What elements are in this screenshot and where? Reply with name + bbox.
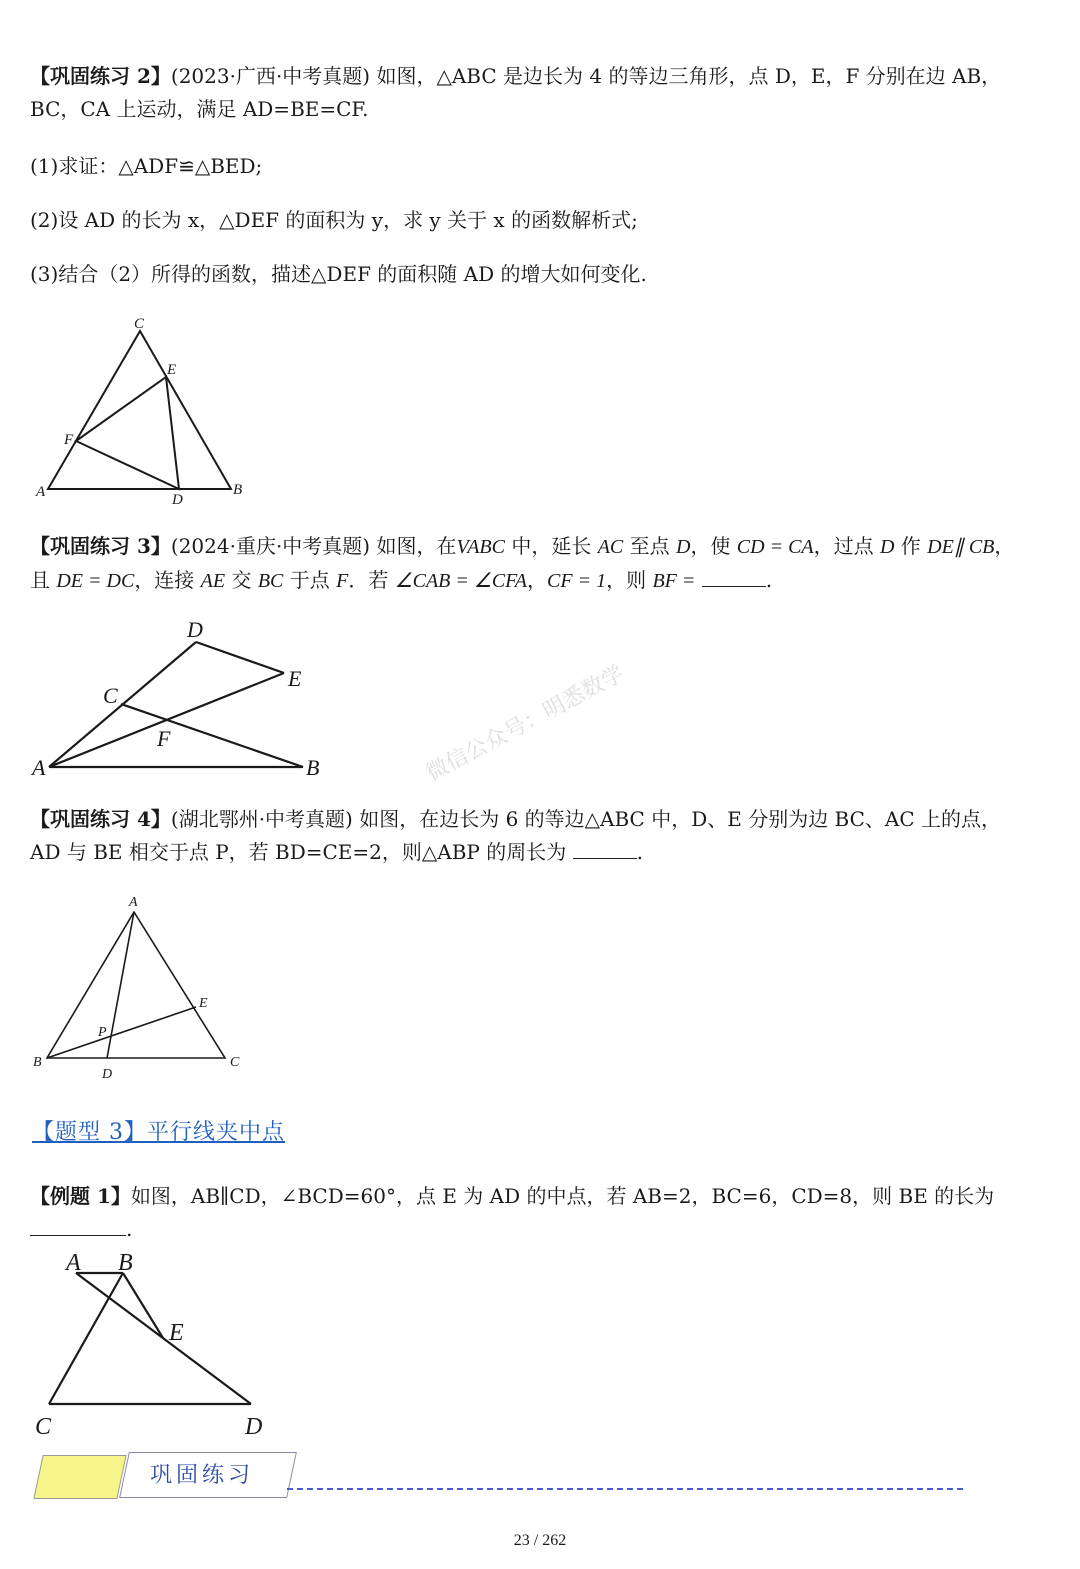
ex3-text: 且 — [30, 568, 57, 592]
ex3-math: ∠CAB = ∠CFA — [394, 570, 528, 592]
ex3-text: ， — [527, 568, 548, 592]
ex3-math: D — [675, 536, 691, 558]
exercise-2-q3: (3)结合（2）所得的函数，描述△DEF 的面积随 AD 的增大如何变化. — [30, 262, 647, 286]
tag-label: 巩固练习 — [150, 1463, 255, 1488]
section-heading: 【题型 3】平行线夹中点 — [32, 1120, 285, 1145]
ex3-math: CD = CA — [736, 536, 814, 558]
fig3-label-e: E — [199, 996, 208, 1011]
ex3-math: AC — [597, 536, 624, 558]
tag-yellow-block — [33, 1455, 126, 1499]
exercise-4-tag: 【巩固练习 4】 — [30, 807, 171, 831]
example-1-line2: . — [126, 1217, 133, 1241]
example-1-text — [30, 1180, 1050, 1246]
fig1-label-d: D — [172, 492, 183, 508]
ex3-text: 于点 — [283, 568, 337, 592]
exercise-4-line2: AD 与 BE 相交于点 P，若 BD=CE=2，则△ABP 的周长为 — [30, 840, 573, 864]
fig4-label-e: E — [169, 1320, 184, 1346]
ex3-math: DE = DC — [56, 570, 135, 592]
exercise-2-tag: 【巩固练习 2】 — [30, 64, 171, 88]
page-number: 23 / 262 — [513, 1532, 567, 1549]
segment-ad — [76, 1273, 251, 1404]
example-1-line1: 如图，AB∥CD，∠BCD=60°，点 E 为 AD 的中点，若 AB=2，BC=6，CD=8，则 BE 的长为 — [130, 1184, 995, 1208]
ex3-text: ，过点 — [813, 534, 880, 558]
ex3-math: D — [880, 536, 895, 558]
tag-dashed-line — [287, 1488, 963, 1490]
exercise-2-q2: (2)设 AD 的长为 x，△DEF 的面积为 y，求 y 关于 x 的函数解析式; — [30, 208, 638, 232]
ex3-text: ， — [994, 534, 1015, 558]
ex4-text: . — [636, 840, 643, 864]
ex3-math: CF = 1 — [547, 570, 607, 592]
ex3-math: F — [336, 570, 349, 592]
fig1-label-b: B — [233, 482, 243, 498]
triangle-abc — [48, 331, 231, 489]
segment-cb — [121, 704, 303, 767]
fig2-label-e: E — [288, 666, 302, 691]
ex3-text: ，使 — [690, 534, 737, 558]
ex3-text: ．若 — [348, 568, 395, 592]
ex3-text: ，连接 — [134, 568, 201, 592]
exercise-4-line1: (湖北鄂州·中考真题) 如图，在边长为 6 的等边△ABC 中，D、E 分别为边 BC、AC 上的点， — [170, 807, 1002, 831]
fig3-label-a: A — [129, 895, 138, 910]
fig2-label-f: F — [157, 726, 171, 751]
figure-2 — [49, 642, 303, 767]
fig4-label-c: C — [35, 1414, 52, 1440]
exercise-3-tag: 【巩固练习 3】 — [30, 534, 171, 558]
ex3-math: AE — [200, 570, 226, 592]
fig4-label-d: D — [245, 1414, 263, 1440]
triangle-def — [76, 377, 179, 489]
exercise-3-text — [30, 530, 1050, 598]
ex3-math: DE∥ CB — [927, 536, 995, 558]
fig3-label-p: P — [98, 1025, 107, 1040]
fig3-label-c: C — [230, 1055, 240, 1070]
fig2-label-d: D — [187, 617, 203, 642]
ex3-text: 交 — [225, 568, 258, 592]
fig3-label-d: D — [102, 1067, 113, 1082]
answer-blank[interactable] — [573, 840, 637, 859]
fig2-label-b: B — [306, 755, 320, 780]
ex3-text: 至点 — [623, 534, 676, 558]
figure-1-triangle — [48, 331, 231, 489]
segment-cb — [49, 1273, 123, 1404]
ex3-math: BF = — [652, 570, 696, 592]
ex3-text: 中，延长 — [504, 534, 598, 558]
fig4-label-b: B — [118, 1250, 133, 1276]
segment-be — [47, 1007, 196, 1058]
segment-de — [196, 642, 284, 673]
exercise-4-text — [30, 803, 1050, 869]
exercise-2-line2: BC，CA 上运动，满足 AD=BE=CF. — [30, 97, 369, 121]
triangle-abc-equilateral — [47, 912, 225, 1058]
ex3-text: . — [765, 568, 773, 592]
ex3-text: ，则 — [606, 568, 653, 592]
fig1-label-c: C — [134, 316, 145, 332]
ex3-math: VABC — [456, 536, 505, 558]
ex3-text: (2024·重庆·中考真题) 如图，在 — [170, 534, 457, 558]
answer-blank[interactable] — [30, 1217, 126, 1236]
fig2-label-c: C — [103, 683, 118, 708]
fig2-label-a: A — [32, 755, 46, 780]
fig1-label-e: E — [167, 362, 177, 378]
watermark: 微信公众号：明悉数学 — [422, 661, 629, 787]
segment-be — [123, 1273, 163, 1338]
fig3-label-b: B — [33, 1055, 42, 1070]
ex3-math: BC — [257, 570, 284, 592]
ex3-text: 作 — [894, 534, 928, 558]
fig1-label-f: F — [64, 432, 74, 448]
fig4-label-a: A — [66, 1250, 81, 1276]
figure-4 — [49, 1273, 251, 1404]
example-1-tag: 【例题 1】 — [30, 1184, 131, 1208]
figure-3 — [47, 912, 225, 1058]
answer-blank[interactable] — [702, 568, 766, 587]
exercise-2-q1: (1)求证：△ADF≌△BED; — [30, 154, 263, 178]
fig1-label-a: A — [36, 484, 46, 500]
exercise-2-line1: (2023·广西·中考真题) 如图，△ABC 是边长为 4 的等边三角形，点 D，E，F 分别在边 AB， — [170, 64, 1002, 88]
